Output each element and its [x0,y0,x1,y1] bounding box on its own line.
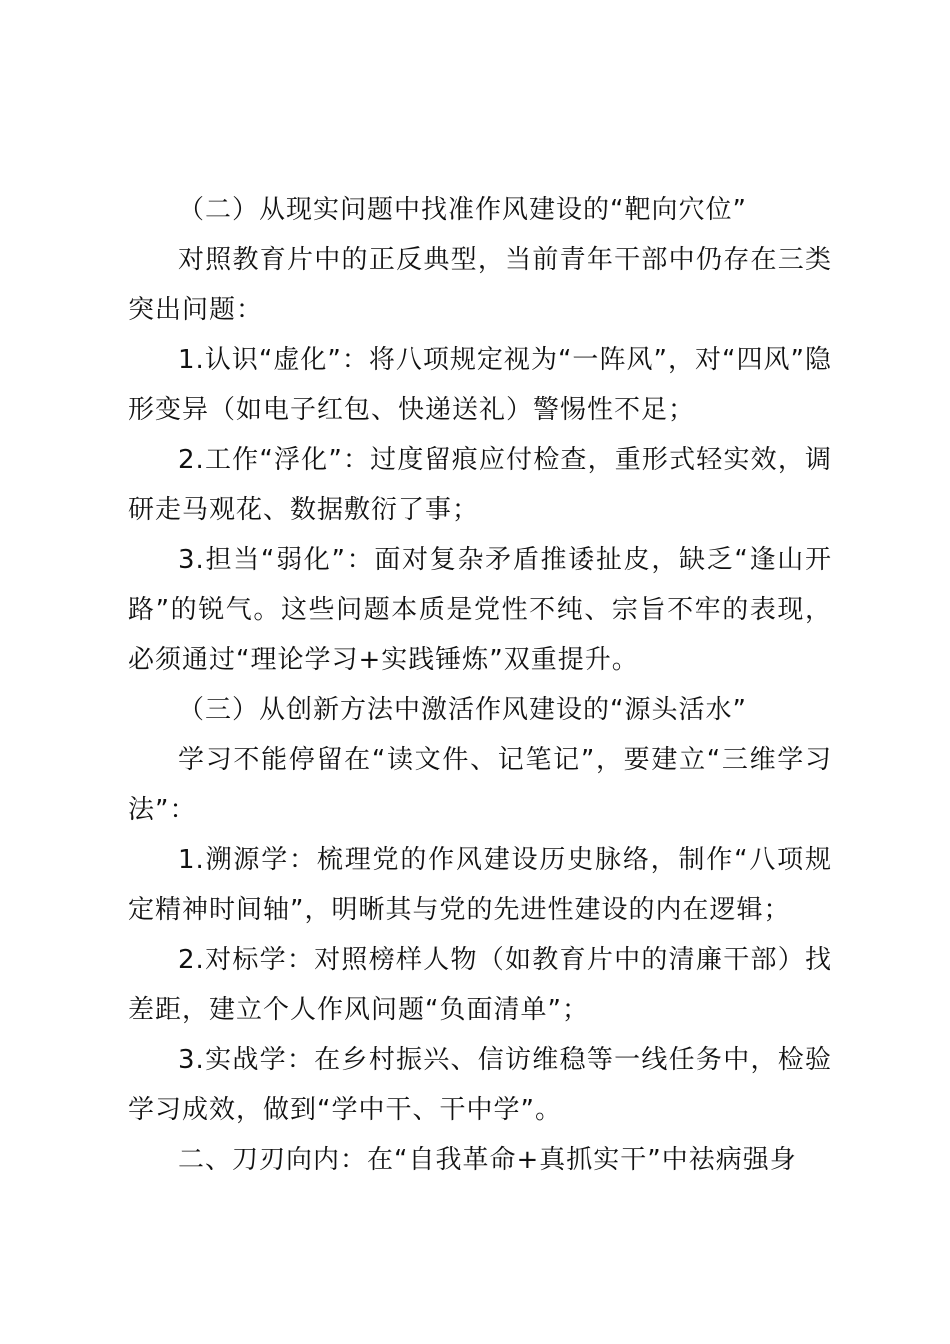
chapter-heading-2: 二、刀刃向内：在“自我革命+真抓实干”中祛病强身 [178,1145,797,1175]
method-item-2: 2.对标学：对照榜样人物（如教育片中的清廉干部）找差距，建立个人作风问题“负面清单”； [128,945,832,1025]
paragraph-intro-problems: 对照教育片中的正反典型，当前青年干部中仍存在三类突出问题： [128,245,832,325]
document-body [128,185,832,1185]
paragraph-intro-method: 学习不能停留在“读文件、记笔记”，要建立“三维学习法”： [128,745,832,825]
section-heading-2: （二）从现实问题中找准作风建设的“靶向穴位” [178,195,747,225]
method-item-3: 3.实战学：在乡村振兴、信访维稳等一线任务中，检验学习成效，做到“学中干、干中学”。 [128,1045,832,1125]
list-item-2: 2.工作“浮化”：过度留痕应付检查，重形式轻实效，调研走马观花、数据敷衍了事； [128,445,832,525]
method-item-1: 1.溯源学：梳理党的作风建设历史脉络，制作“八项规定精神时间轴”，明晰其与党的先进性建设的内在逻辑； [128,845,832,925]
list-item-3: 3.担当“弱化”：面对复杂矛盾推诿扯皮，缺乏“逢山开路”的锐气。这些问题本质是党性不纯、宗旨不牢的表现，必须通过“理论学习+实践锤炼”双重提升。 [128,545,832,675]
list-item-1: 1.认识“虚化”：将八项规定视为“一阵风”，对“四风”隐形变异（如电子红包、快递送礼）警惕性不足； [128,345,832,425]
section-heading-3: （三）从创新方法中激活作风建设的“源头活水” [178,695,747,725]
